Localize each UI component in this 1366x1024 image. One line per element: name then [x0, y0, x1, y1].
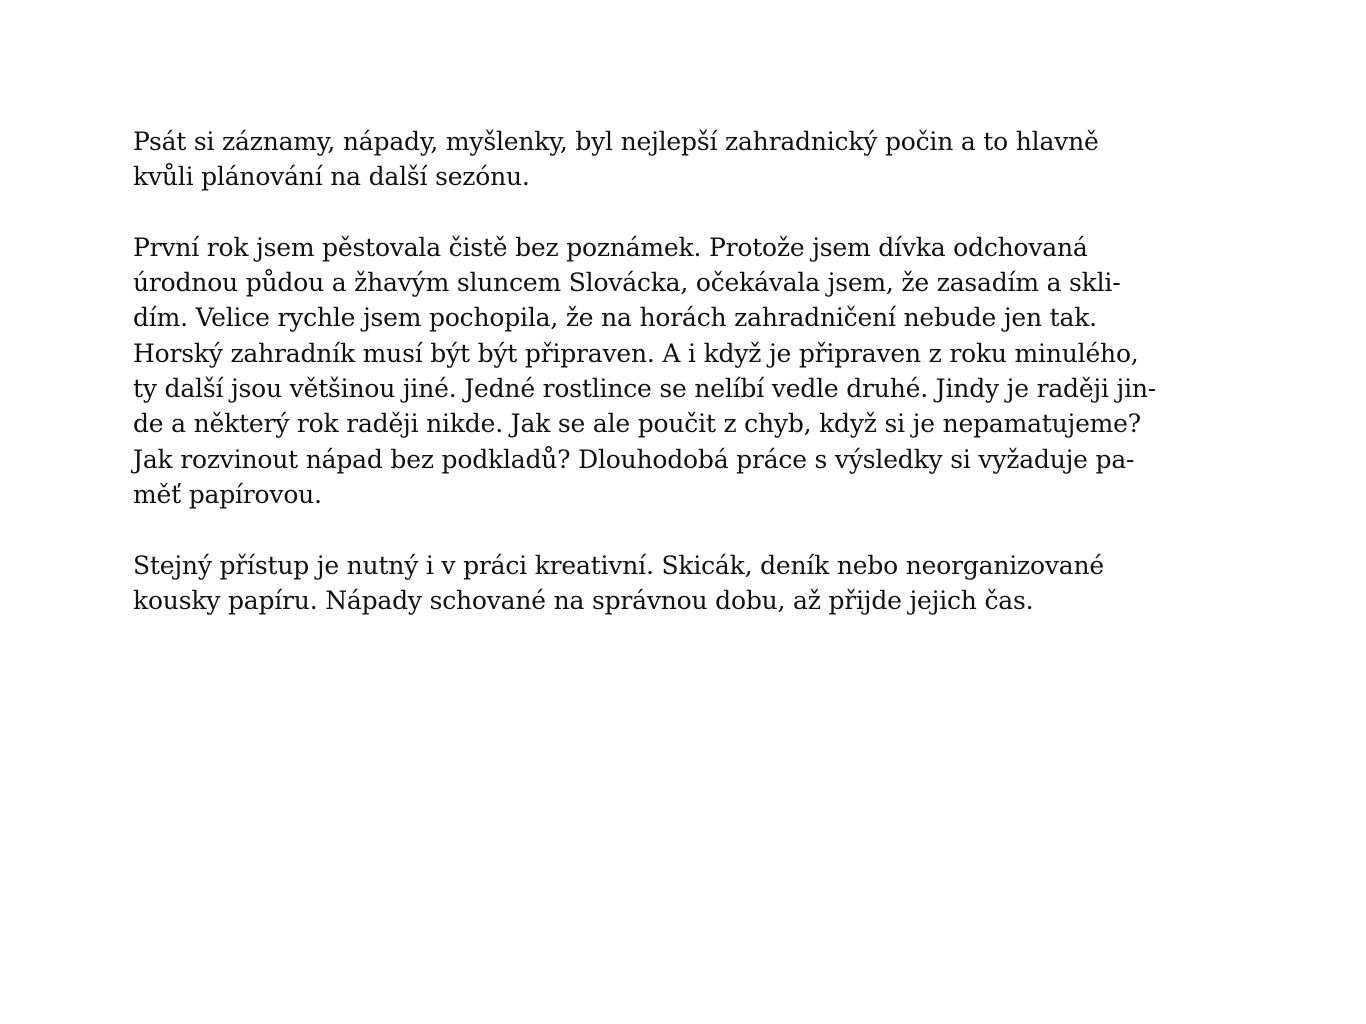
paragraph-1 — [133, 124, 1233, 195]
text-line: de a některý rok raději nikde. Jak se ale poučit z chyb, když si je nepamatujeme? — [133, 409, 1141, 439]
text-line: Psát si záznamy, nápady, myšlenky, byl nejlepší zahradnický počin a to hlavně — [133, 127, 1099, 156]
text-line: úrodnou půdou a žhavým sluncem Slovácka, očekávala jsem, že zasadím a skli- — [133, 268, 1121, 298]
text-line: Horský zahradník musí být být připraven. A i když je připraven z roku minulého, — [133, 338, 1139, 368]
text-line: dím. Velice rychle jsem pochopila, že na horách zahradničení nebude jen tak. — [133, 303, 1097, 333]
text-line: kvůli plánování na další sezónu. — [133, 162, 530, 192]
paragraph-3 — [133, 548, 1233, 619]
text-line: kousky papíru. Nápady schované na správnou dobu, až přijde jejich čas. — [133, 585, 1034, 615]
text-line: Stejný přístup je nutný i v práci kreativní. Skicák, deník nebo neorganizované — [133, 550, 1105, 580]
text-line: První rok jsem pěstovala čistě bez poznámek. Protože jsem dívka odchovaná — [133, 232, 1088, 262]
text-line: ty další jsou většinou jiné. Jedné rostlince se nelíbí vedle druhé. Jindy je raději jin- — [133, 374, 1157, 404]
paragraph-2 — [133, 230, 1233, 512]
text-line: Jak rozvinout nápad bez podkladů? Dlouhodobá práce s výsledky si vyžaduje pa- — [133, 444, 1135, 474]
body-text — [133, 124, 1233, 653]
text-line: měť papírovou. — [133, 479, 322, 509]
